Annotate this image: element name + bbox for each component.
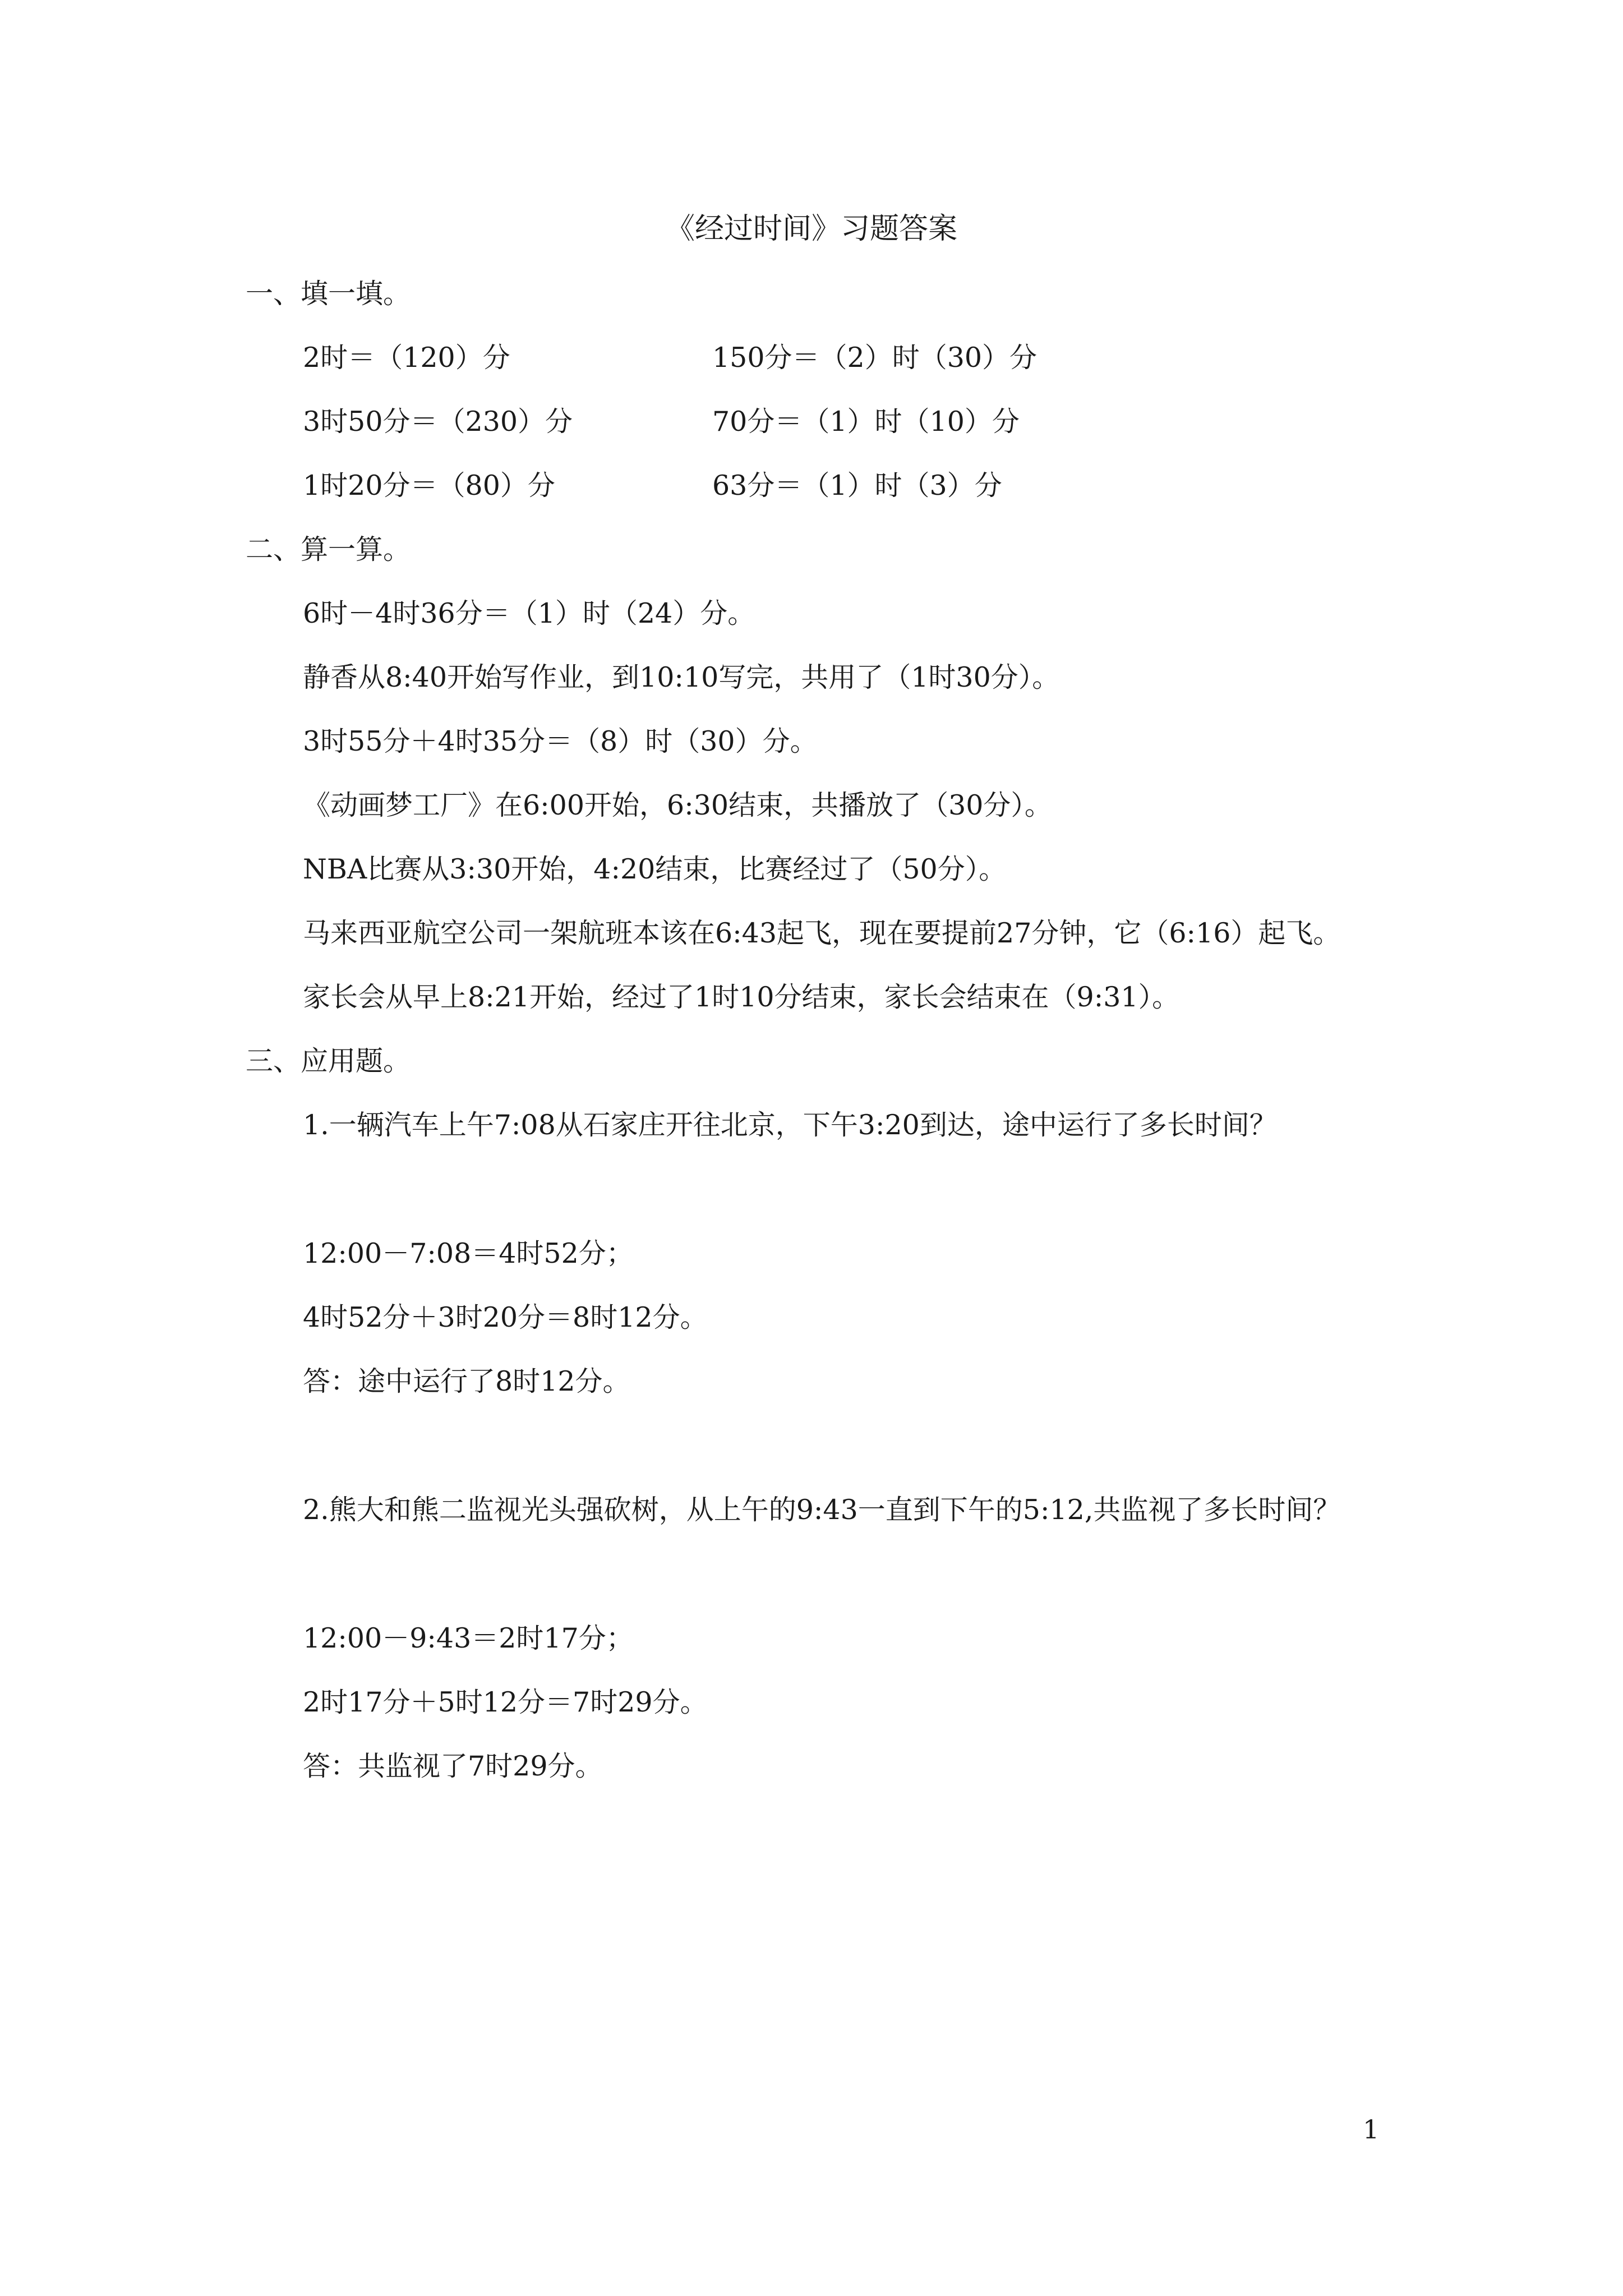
problem1-step: 4时52分＋3时20分＝8时12分。 (303, 1301, 708, 1333)
problem2-step: 12:00－9:43＝2时17分； (303, 1622, 634, 1654)
fill-item: 3时50分＝（230）分 (303, 406, 573, 438)
calc-item: 马来西亚航空公司一架航班本该在6:43起飞，现在要提前27分钟，它（6:16）起飞。 (303, 917, 1341, 949)
page-number: 1 (1363, 2114, 1380, 2145)
problem2-question: 2.熊大和熊二监视光头强砍树，从上午的9:43一直到下午的5:12,共监视了多长时间？ (303, 1494, 1341, 1526)
calc-item: NBA比赛从3:30开始，4:20结束，比赛经过了（50分）。 (303, 853, 1007, 885)
problem2-step: 2时17分＋5时12分＝7时29分。 (303, 1686, 708, 1718)
calc-item: 《动画梦工厂》在6:00开始，6:30结束，共播放了（30分）。 (303, 789, 1052, 821)
problem2-answer: 答：共监视了7时29分。 (303, 1750, 603, 1782)
document-title: 《经过时间》习题答案 (665, 212, 957, 246)
calc-item: 静香从8:40开始写作业，到10:10写完，共用了（1时30分）。 (303, 661, 1060, 693)
problem1-question: 1.一辆汽车上午7:08从石家庄开往北京，下午3:20到达，途中运行了多长时间？ (303, 1109, 1277, 1141)
fill-item: 150分＝（2）时（30）分 (712, 342, 1038, 374)
fill-item: 63分＝（1）时（3）分 (712, 470, 1002, 501)
fill-item: 1时20分＝（80）分 (303, 470, 555, 501)
problem1-step: 12:00－7:08＝4时52分； (303, 1237, 634, 1269)
fill-item: 70分＝（1）时（10）分 (712, 406, 1020, 438)
section2-heading: 二、算一算。 (246, 533, 411, 565)
calc-item: 家长会从早上8:21开始，经过了1时10分结束，家长会结束在（9:31）。 (303, 981, 1180, 1013)
section3-heading: 三、应用题。 (246, 1045, 411, 1077)
calc-item: 3时55分＋4时35分＝（8）时（30）分。 (303, 725, 818, 757)
calc-item: 6时－4时36分＝（1）时（24）分。 (303, 597, 755, 629)
problem1-answer: 答：途中运行了8时12分。 (303, 1365, 630, 1397)
section1-heading: 一、填一填。 (246, 278, 411, 310)
fill-item: 2时＝（120）分 (303, 342, 510, 374)
